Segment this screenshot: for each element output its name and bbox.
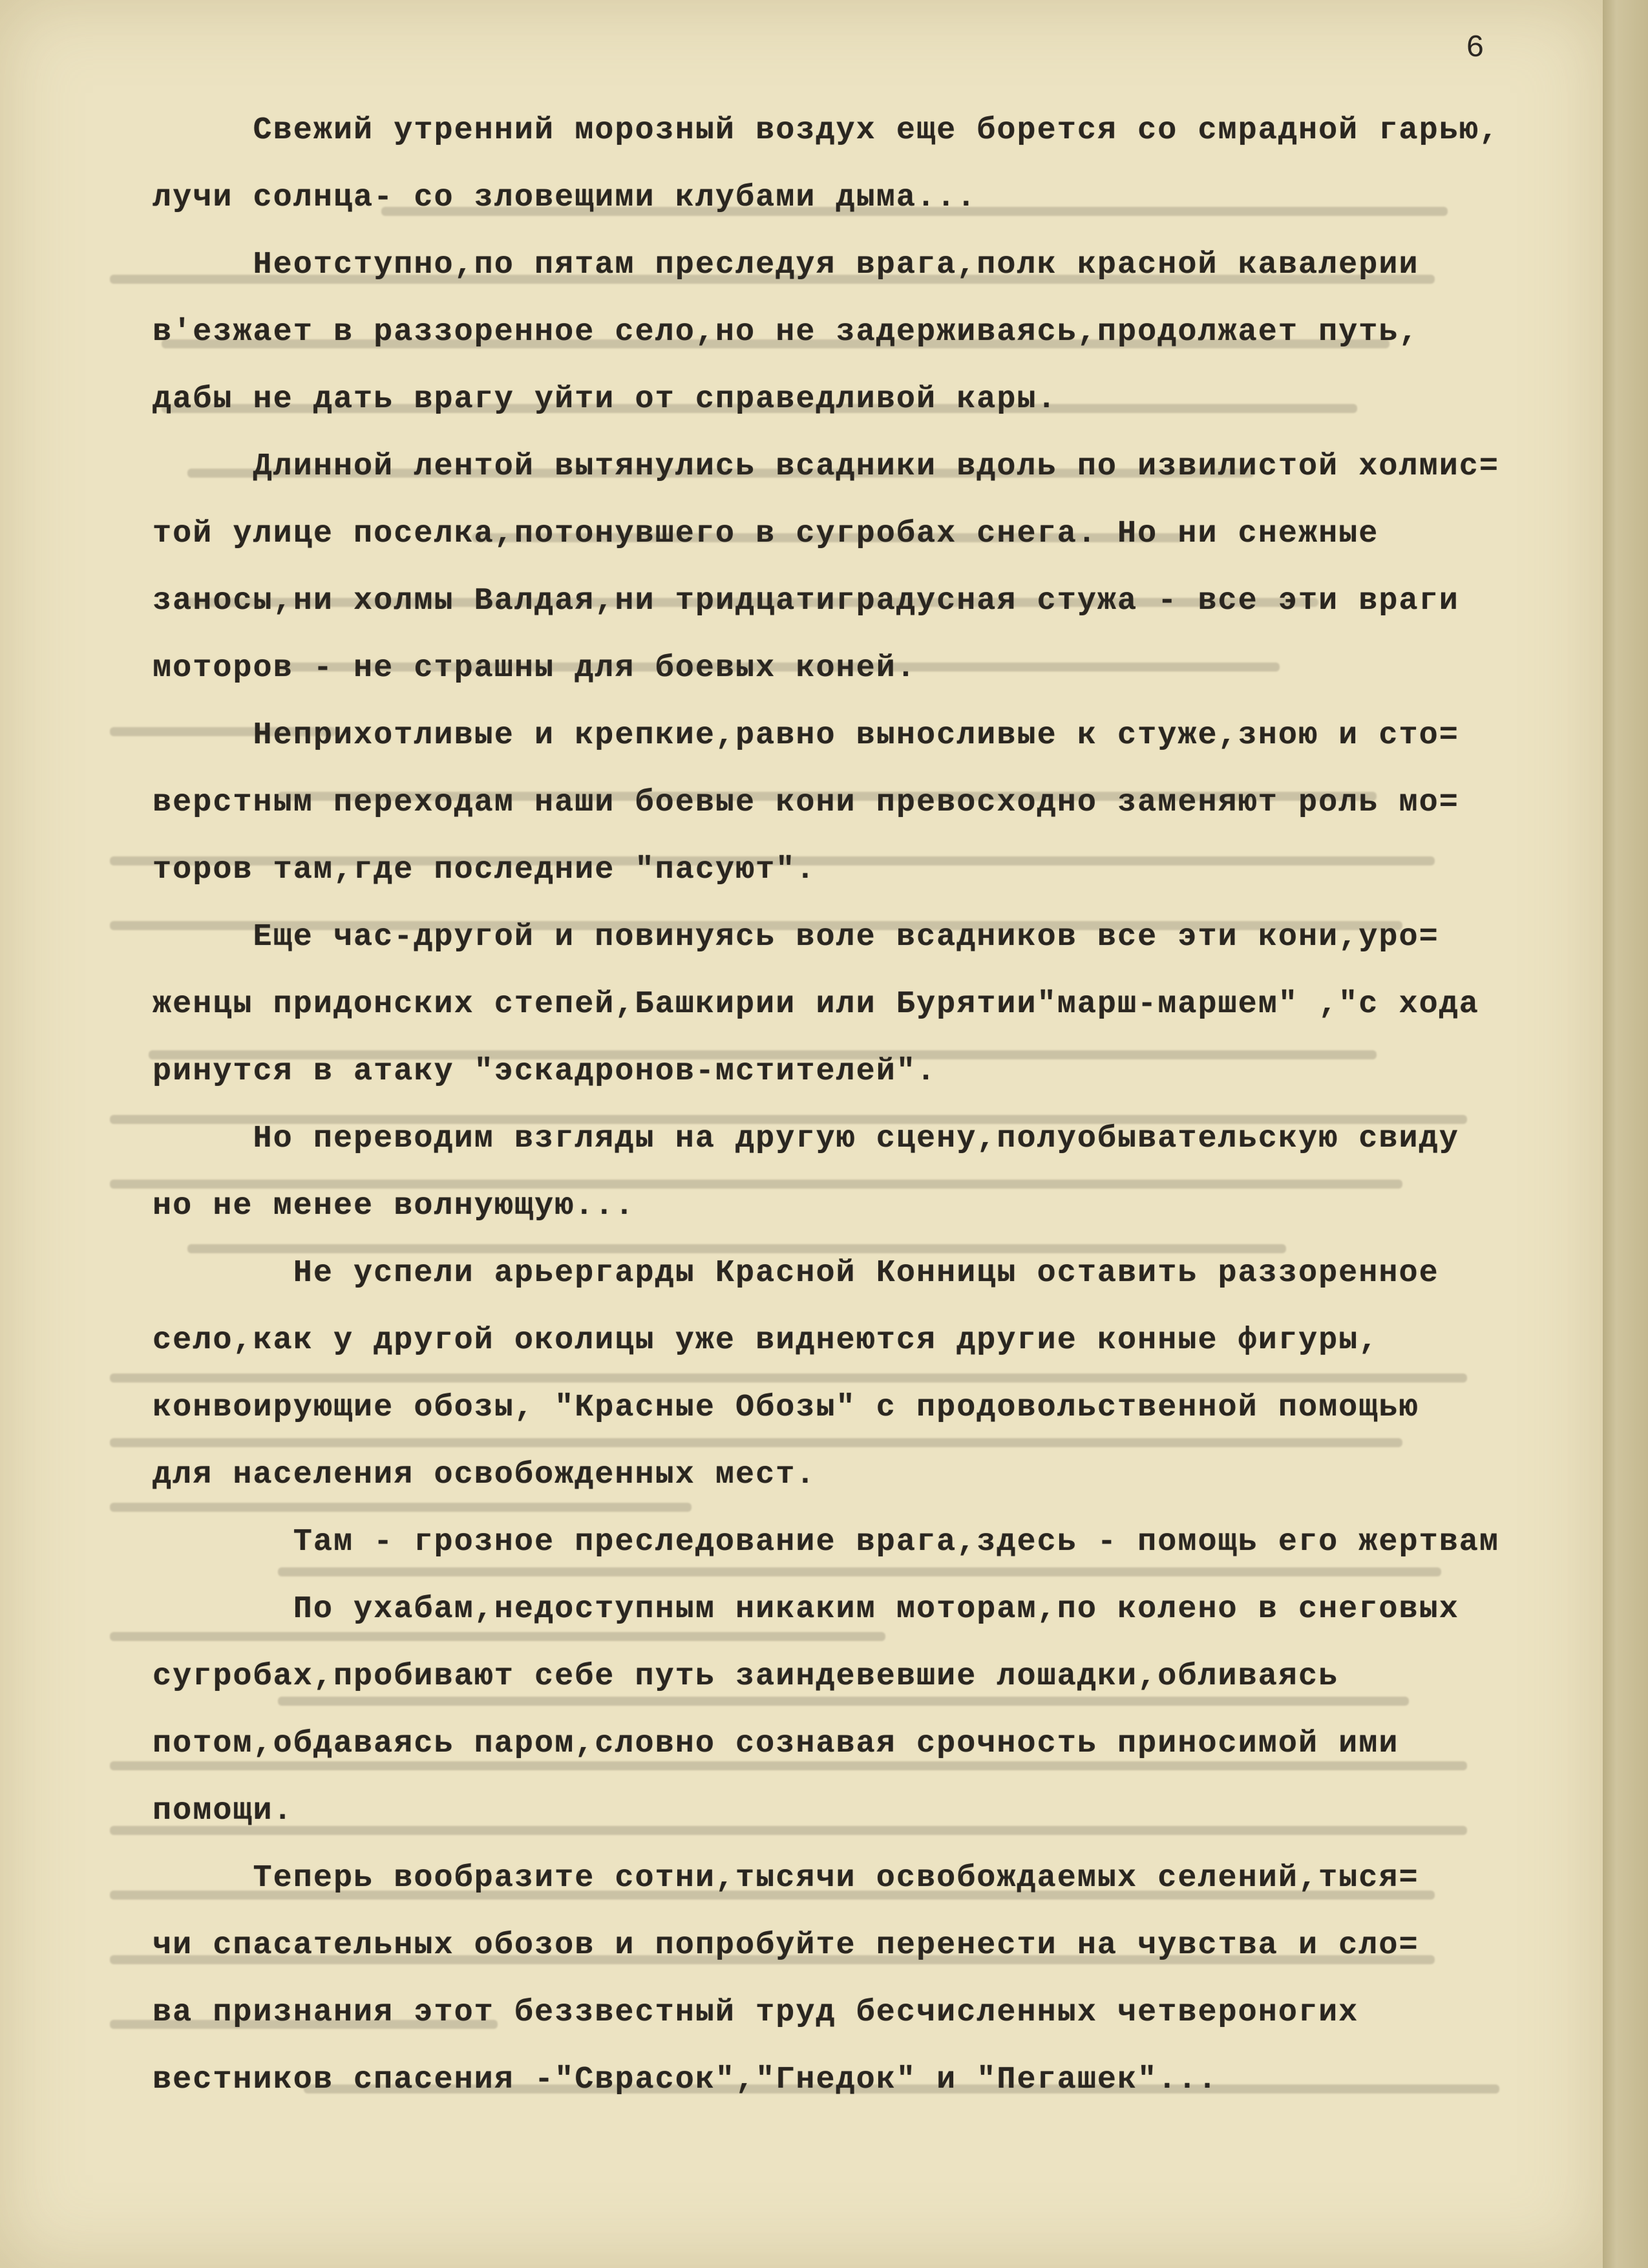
text-line: село,как у другой околицы уже виднеются другие конные фигуры, (153, 1322, 1379, 1358)
text-line: ва признания этот беззвестный труд бесчисленных четвероногих (153, 1995, 1359, 2030)
text-line: помощи. (153, 1793, 293, 1828)
text-line: для населения освобожденных мест. (153, 1457, 816, 1492)
text-line: торов там,где последние "пасуют". (153, 852, 816, 887)
text-line: лучи солнца- со зловещими клубами дыма... (153, 180, 977, 215)
text-line: конвоирующие обозы, "Красные Обозы" с продовольственной помощью (153, 1390, 1419, 1425)
text-line: Свежий утренний морозный воздух еще борется со смрадной гарью, (153, 112, 1500, 148)
text-line: заносы,ни холмы Валдая,ни тридцатиградусная стужа - все эти враги (153, 583, 1459, 619)
text-line: сугробах,пробивают себе путь заиндевевшие лошадки,обливаясь (153, 1659, 1339, 1694)
text-line: верстным переходам наши боевые кони превосходно заменяют роль мо= (153, 785, 1459, 820)
text-line: ринутся в атаку "эскадронов-мстителей". (153, 1054, 937, 1089)
text-line: в'езжает в раззоренное село,но не задерживаясь,продолжает путь, (153, 314, 1419, 350)
text-line: Там - грозное преследование врага,здесь - помощь его жертвам (153, 1524, 1500, 1560)
page-number: 6 (1466, 31, 1484, 66)
text-line: женцы придонских степей,Башкирии или Бурятии"марш-маршем" ,"с хода (153, 986, 1479, 1022)
text-line: дабы не дать врагу уйти от справедливой кары. (153, 381, 1057, 417)
text-line: потом,обдаваясь паром,словно сознавая срочность приносимой ими (153, 1726, 1399, 1761)
text-line: Неотступно,по пятам преследуя врага,полк красной кавалерии (153, 247, 1419, 282)
text-line: Не успели арьергарды Красной Конницы оставить раззоренное (153, 1255, 1439, 1291)
text-line: Теперь вообразите сотни,тысячи освобождаемых селений,тыся= (153, 1860, 1419, 1896)
paper-edge (1603, 0, 1648, 2268)
text-line: вестников спасения -"Сврасок","Гнедок" и "Пегашек"... (153, 2062, 1218, 2097)
text-line: моторов - не страшны для боевых коней. (153, 650, 916, 686)
text-line: Неприхотливые и крепкие,равно выносливые к стуже,зною и сто= (153, 717, 1459, 753)
text-line: Еще час-другой и повинуясь воле всадников все эти кони,уро= (153, 919, 1439, 955)
text-line: По ухабам,недоступным никаким моторам,по колено в снеговых (153, 1591, 1459, 1627)
text-line: той улице поселка,потонувшего в сугробах снега. Но ни снежные (153, 516, 1379, 551)
text-line: чи спасательных обозов и попробуйте перенести на чувства и сло= (153, 1927, 1419, 1963)
text-line: Но переводим взгляды на другую сцену,полуобывательскую свиду (153, 1121, 1459, 1156)
text-line: но не менее волнующую... (153, 1188, 635, 1224)
typewritten-text (153, 97, 1600, 2114)
text-line: Длинной лентой вытянулись всадники вдоль по извилистой холмис= (153, 449, 1500, 484)
